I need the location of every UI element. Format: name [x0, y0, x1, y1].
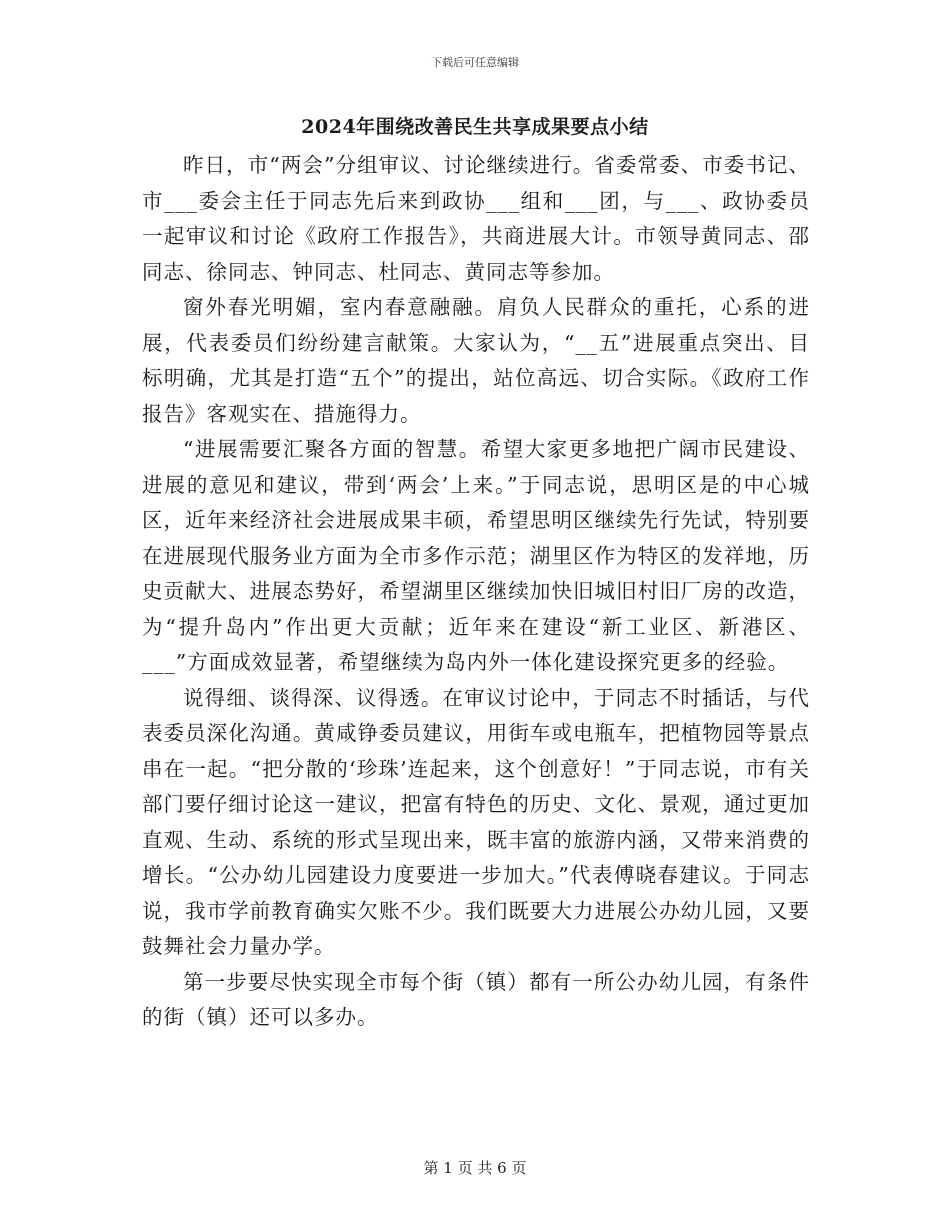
paragraph-5: 第一步要尽快实现全市每个街（镇）都有一所公办幼儿园，有条件的街（镇）还可以多办。: [142, 969, 810, 1029]
document-body: [142, 148, 810, 1036]
page-indicator: 第 1 页 共 6 页: [423, 1159, 527, 1177]
paragraph-2: 窗外春光明媚，室内春意融融。肩负人民群众的重托，心系的进展，代表委员们纷纷建言献策。大家认为，“__五”进展重点突出、目标明确，尤其是打造“五个”的提出，站位高远、切合实际。《政府工作报告》客观实在、措施得力。: [142, 295, 810, 426]
paragraph-1: 昨日，市“两会”分组审议、讨论继续进行。省委常委、市委书记、市___委会主任于同志先后来到政协___组和___团，与___、政协委员一起审议和讨论《政府工作报告》，共商进展大计。市领导黄同志、邵同志、徐同志、钟同志、杜同志、黄同志等参加。: [142, 153, 810, 284]
header-note: 下载后可任意编辑: [431, 56, 519, 69]
document-title: 2024年围绕改善民生共享成果要点小结: [301, 116, 649, 138]
paragraph-4: 说得细、谈得深、议得透。在审议讨论中，于同志不时插话，与代表委员深化沟通。黄咸铮委员建议，用街车或电瓶车，把植物园等景点串在一起。“把分散的‘珍珠’连起来，这个创意好！”于同志说，市有关部门要仔细讨论这一建议，把富有特色的历史、文化、景观，通过更加直观、生动、系统的形式呈现出来，既丰富的旅游内涵，又带来消费的增长。“公办幼儿园建设力度要进一步加大。”代表傅晓春建议。于同志说，我市学前教育确实欠账不少。我们既要大力进展公办幼儿园，又要鼓舞社会力量办学。: [142, 685, 810, 958]
paragraph-3: “进展需要汇聚各方面的智慧。希望大家更多地把广阔市民建设、进展的意见和建议，带到‘两会’上来。”于同志说，思明区是的中心城区，近年来经济社会进展成果丰硕，希望思明区继续先行先试，特别要在进展现代服务业方面为全市多作示范；湖里区作为特区的发祥地，历史贡献大、进展态势好，希望湖里区继续加快旧城旧村旧厂房的改造，为“提升岛内”作出更大贡献；近年来在建设“新工业区、新港区、___”方面成效显著，希望继续为岛内外一体化建设探究更多的经验。: [142, 437, 810, 674]
